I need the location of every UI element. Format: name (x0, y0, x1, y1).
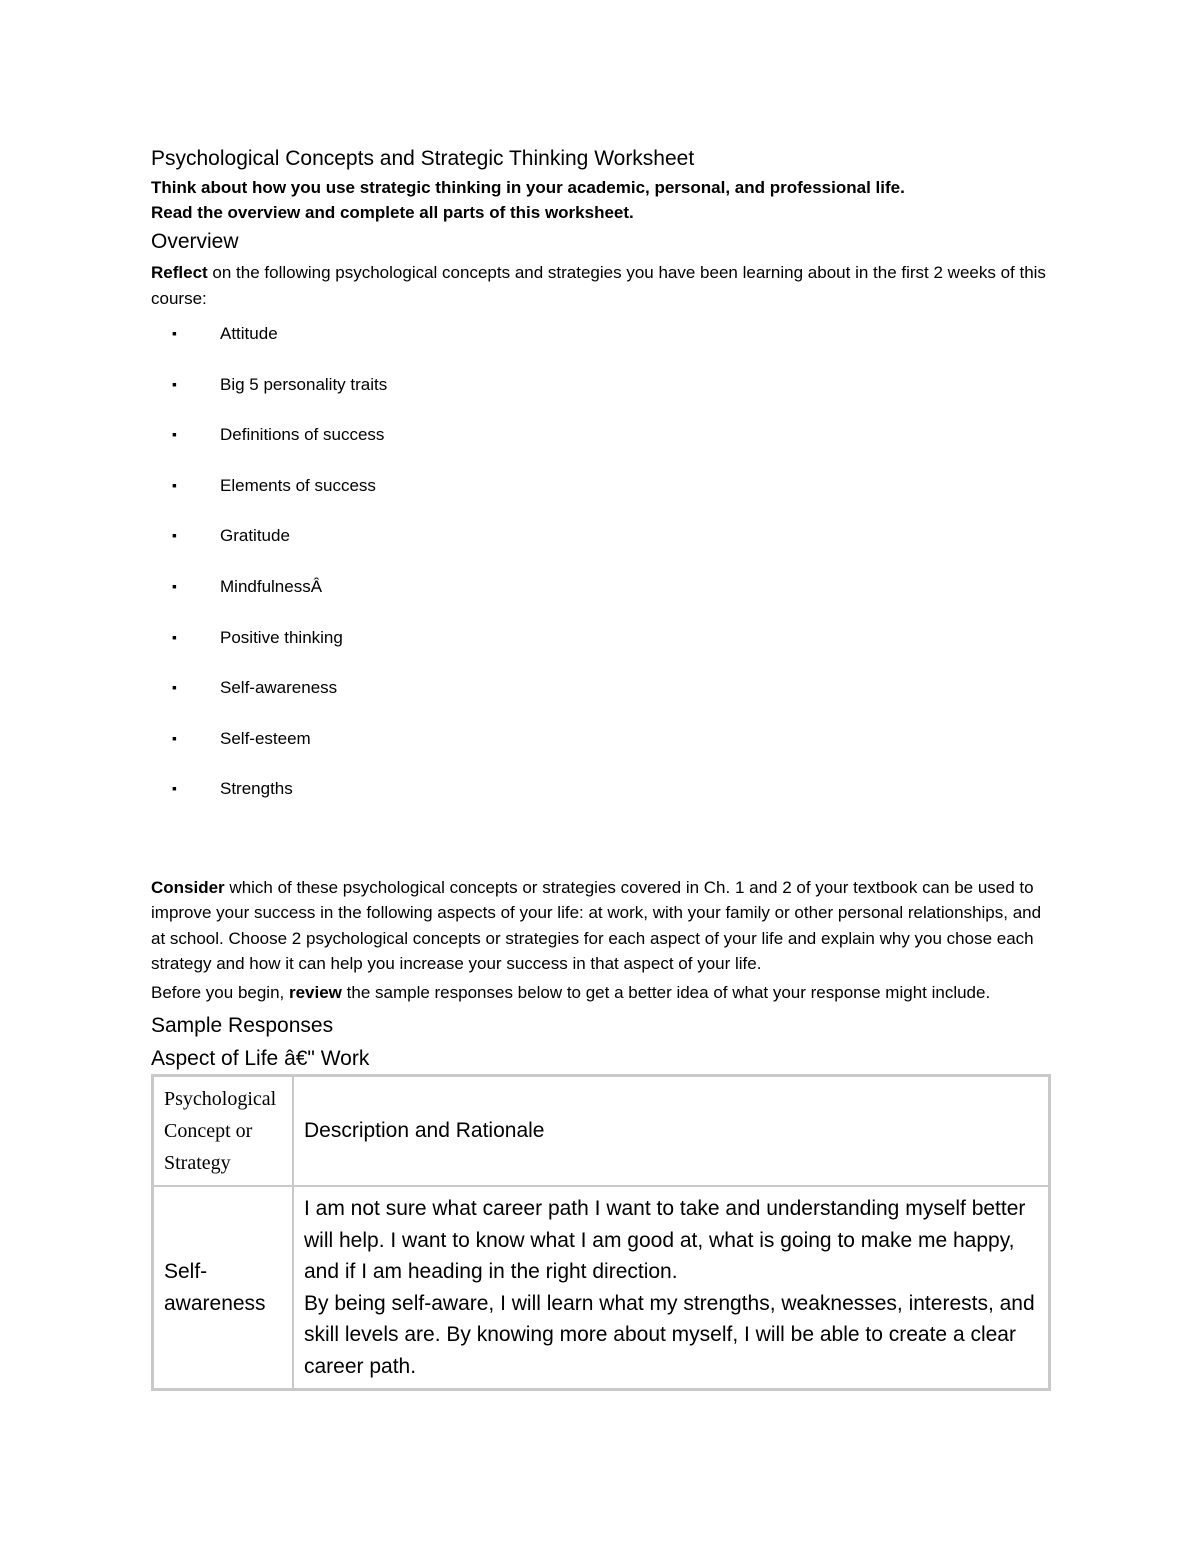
list-item (151, 372, 1051, 423)
concept-label: Strengths (220, 779, 293, 799)
concept-label: Self-awareness (220, 678, 338, 698)
consider-text: which of these psychological concepts or strategies covered in Ch. 1 and 2 of your textbook can be used to improve your success in the following aspects of your life: at work, with your family or other personal relationships, and at school. Choose 2 psychological concepts or strategies for each aspect of your life and explain why you chose each strategy and how it can help you increase your success in that aspect of your life. (151, 877, 1042, 974)
bullet-icon: ▪ (172, 375, 177, 392)
concept-label: Elements of success (220, 475, 376, 495)
header-concept-cell (153, 1076, 294, 1187)
aspect-heading: Aspect of Life â€" Work (151, 1047, 370, 1071)
bullet-icon: ▪ (172, 325, 177, 341)
bullet-icon: ▪ (172, 729, 177, 746)
intro-instructions (151, 175, 1051, 225)
list-item (151, 726, 1051, 777)
list-item (151, 675, 1051, 726)
review-paragraph (151, 980, 1051, 1006)
desc-paragraph: I am not sure what career path I want to take and understanding myself better will help. I want to know what I am good at, what is going to make me happy, and if I am heading in the right direction. (304, 1197, 1026, 1284)
concept-label: Self-esteem (220, 728, 311, 748)
reflect-paragraph (151, 260, 1051, 311)
header-desc-cell (293, 1076, 1050, 1187)
table-row (153, 1186, 1050, 1390)
list-item (151, 574, 1051, 625)
bullet-icon: ▪ (172, 679, 177, 696)
desc-cell (293, 1186, 1050, 1390)
list-item (151, 473, 1051, 524)
consider-bold: Consider (151, 877, 225, 897)
list-item (151, 321, 1051, 372)
sample-table (151, 1074, 1051, 1391)
intro-line: Read the overview and complete all parts of this worksheet. (151, 203, 634, 222)
desc-paragraph: By being self-aware, I will learn what my strengths, weaknesses, interests, and skill levels are. By knowing more about myself, I will be able to create a clear career path. (304, 1291, 1035, 1378)
concept-label: Definitions of success (220, 425, 385, 445)
overview-heading: Overview (151, 230, 239, 253)
list-item (151, 625, 1051, 676)
concept-label: Gratitude (220, 526, 290, 546)
header-desc-label: Description and Rationale (304, 1119, 545, 1143)
intro-line: Think about how you use strategic thinking in your academic, personal, and professional life. (151, 178, 905, 197)
list-item (151, 776, 1051, 827)
review-bold: review (288, 982, 342, 1002)
bullet-icon: ▪ (172, 628, 177, 645)
worksheet-page (151, 144, 1051, 1391)
concept-label: Attitude (220, 324, 278, 343)
header-concept-label: Psychological Concept or Strategy (164, 1088, 277, 1175)
concept-cell (153, 1186, 294, 1390)
bullet-icon: ▪ (172, 577, 177, 594)
sample-responses-heading: Sample Responses (151, 1014, 334, 1038)
bullet-icon: ▪ (172, 527, 177, 544)
bullet-icon: ▪ (172, 780, 177, 797)
consider-paragraph (151, 875, 1051, 977)
reflect-text: on the following psychological concepts and strategies you have been learning about in the first 2 weeks of this course: (151, 263, 1046, 308)
document-title: Psychological Concepts and Strategic Thinking Worksheet (151, 147, 695, 170)
concept-label: Big 5 personality traits (220, 374, 388, 394)
review-suffix: the sample responses below to get a better idea of what your response might include. (341, 982, 991, 1002)
review-prefix: Before you begin, (151, 982, 289, 1002)
bullet-icon: ▪ (172, 426, 177, 443)
concept-label: MindfulnessÂ (220, 576, 323, 596)
bullet-icon: ▪ (172, 476, 177, 493)
list-item (151, 422, 1051, 473)
concept-label: Positive thinking (220, 627, 343, 647)
concept-value: Self-awareness (164, 1260, 266, 1315)
list-item (151, 523, 1051, 574)
reflect-bold: Reflect (151, 263, 208, 282)
concepts-list (151, 321, 1051, 827)
table-header-row (153, 1076, 1050, 1187)
